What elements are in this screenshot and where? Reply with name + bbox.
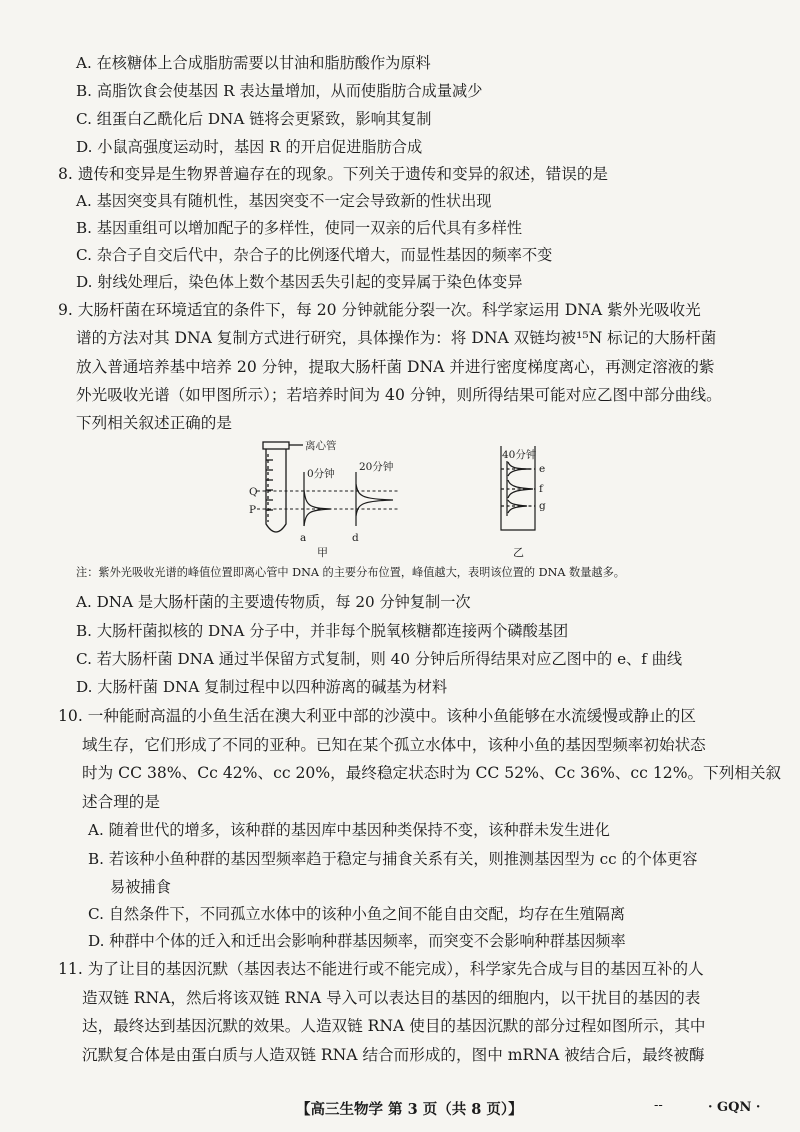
q9-stem-line-1: 9. 大肠杆菌在环境适宜的条件下，每 20 分钟就能分裂一次。科学家运用 DNA 紫外光吸收光 — [58, 301, 701, 319]
q10-stem-line-3: 时为 CC 38%、Cc 42%、cc 20%，最终稳定状态时为 CC 52%、Cc 36%、cc 12%。下列相关叙 — [82, 764, 782, 782]
q9-option-d: D. 大肠杆菌 DNA 复制过程中以四种游离的碱基为材料 — [76, 678, 448, 696]
q7-option-a: A. 在核糖体上合成脂肪需要以甘油和脂肪酸作为原料 — [76, 54, 431, 72]
q10-option-d: D. 种群中个体的迁入和迁出会影响种群基因频率，而突变不会影响种群基因频率 — [88, 932, 626, 950]
q11-stem-line-2: 造双链 RNA，然后将该双链 RNA 导入可以表达目的基因的细胞内，以干扰目的基因的表 — [82, 989, 701, 1007]
q7-option-d: D. 小鼠高强度运动时，基因 R 的开启促进脂肪合成 — [76, 138, 423, 156]
caption-yi: 乙 — [513, 546, 524, 559]
q10-stem-line-1: 10. 一种能耐高温的小鱼生活在澳大利亚中部的沙漠中。该种小鱼能够在水流缓慢或静止的区 — [58, 707, 696, 725]
q10-option-a: A. 随着世代的增多，该种群的基因库中基因种类保持不变，该种群未发生进化 — [88, 821, 610, 839]
q10-option-b: B. 若该种小鱼种群的基因型频率趋于稳定与捕食关系有关，则推测基因型为 cc 的个体更容 — [88, 850, 698, 868]
q9-stem-line-3: 放入普通培养基中培养 20 分钟，提取大肠杆菌 DNA 并进行密度梯度离心，再测定溶液的紫 — [76, 358, 715, 376]
label-40min: 40分钟 — [502, 449, 537, 461]
label-e: e — [539, 463, 546, 475]
tube-label: 离心管 — [305, 440, 337, 452]
spectrum-20min — [356, 472, 393, 526]
q8-option-c: C. 杂合子自交后代中，杂合子的比例逐代增大，而显性基因的频率不变 — [76, 246, 553, 264]
q10-option-b-cont: 易被捕食 — [110, 878, 171, 896]
q7-option-b: B. 高脂饮食会使基因 R 表达量增加，从而使脂肪合成量减少 — [76, 82, 483, 100]
spectrum-0min — [304, 472, 331, 526]
centrifuge-tube — [263, 442, 303, 532]
q9-figure — [249, 440, 555, 562]
label-p: P — [249, 504, 257, 516]
q8-stem: 8. 遗传和变异是生物界普遍存在的现象。下列关于遗传和变异的叙述，错误的是 — [58, 165, 609, 183]
footer-dash: -- — [654, 1098, 663, 1113]
caption-jia: 甲 — [317, 546, 328, 559]
label-a: a — [300, 532, 307, 544]
q9-stem-line-2: 谱的方法对其 DNA 复制方式进行研究，具体操作为：将 DNA 双链均被¹⁵N 标记的大肠杆菌 — [76, 329, 717, 347]
q9-stem-line-5: 下列相关叙述正确的是 — [76, 414, 232, 432]
page-footer: 【高三生物学 第 3 页（共 8 页）】 — [296, 1101, 523, 1118]
q11-stem-line-4: 沉默复合体是由蛋白质与人造双链 RNA 结合而形成的，图中 mRNA 被结合后，最终被酶 — [82, 1046, 705, 1064]
q9-stem-line-4: 外光吸收光谱（如甲图所示）；若培养时间为 40 分钟，则所得结果可能对应乙图中部分曲线。 — [76, 386, 722, 404]
q11-stem-line-3: 达，最终达到基因沉默的效果。人造双链 RNA 使目的基因沉默的部分过程如图所示，其中 — [82, 1017, 706, 1035]
label-20min: 20分钟 — [359, 461, 394, 473]
q10-option-c: C. 自然条件下，不同孤立水体中的该种小鱼之间不能自由交配，均存在生殖隔离 — [88, 905, 626, 923]
q8-option-a: A. 基因突变具有随机性，基因突变不一定会导致新的性状出现 — [76, 192, 492, 210]
q8-option-b: B. 基因重组可以增加配子的多样性，使同一双亲的后代具有多样性 — [76, 219, 523, 237]
q9-option-b: B. 大肠杆菌拟核的 DNA 分子中，并非每个脱氧核糖都连接两个磷酸基团 — [76, 622, 569, 640]
q9-option-c: C. 若大肠杆菌 DNA 通过半保留方式复制，则 40 分钟后所得结果对应乙图中的 e、f 曲线 — [76, 650, 683, 668]
q11-stem-line-1: 11. 为了让目的基因沉默（基因表达不能进行或不能完成），科学家先合成与目的基因互补的人 — [58, 960, 704, 978]
q8-option-d: D. 射线处理后，染色体上数个基因丢失引起的变异属于染色体变异 — [76, 273, 523, 291]
footer-code: · GQN · — [708, 1100, 761, 1115]
q7-option-c: C. 组蛋白乙酰化后 DNA 链将会更紧致，影响其复制 — [76, 110, 432, 128]
label-d: d — [352, 532, 359, 544]
label-0min: 0分钟 — [307, 468, 335, 480]
label-g: g — [539, 500, 546, 512]
label-f: f — [539, 483, 543, 495]
q9-option-a: A. DNA 是大肠杆菌的主要遗传物质，每 20 分钟复制一次 — [76, 593, 471, 611]
label-q: Q — [249, 486, 258, 498]
q10-stem-line-4: 述合理的是 — [82, 793, 160, 811]
q10-stem-line-2: 域生存，它们形成了不同的亚种。已知在某个孤立水体中，该种小鱼的基因型频率初始状态 — [82, 736, 706, 754]
q9-note: 注：紫外光吸收光谱的峰值位置即离心管中 DNA 的主要分布位置，峰值越大，表明该位置的 DNA 数量越多。 — [76, 566, 625, 579]
